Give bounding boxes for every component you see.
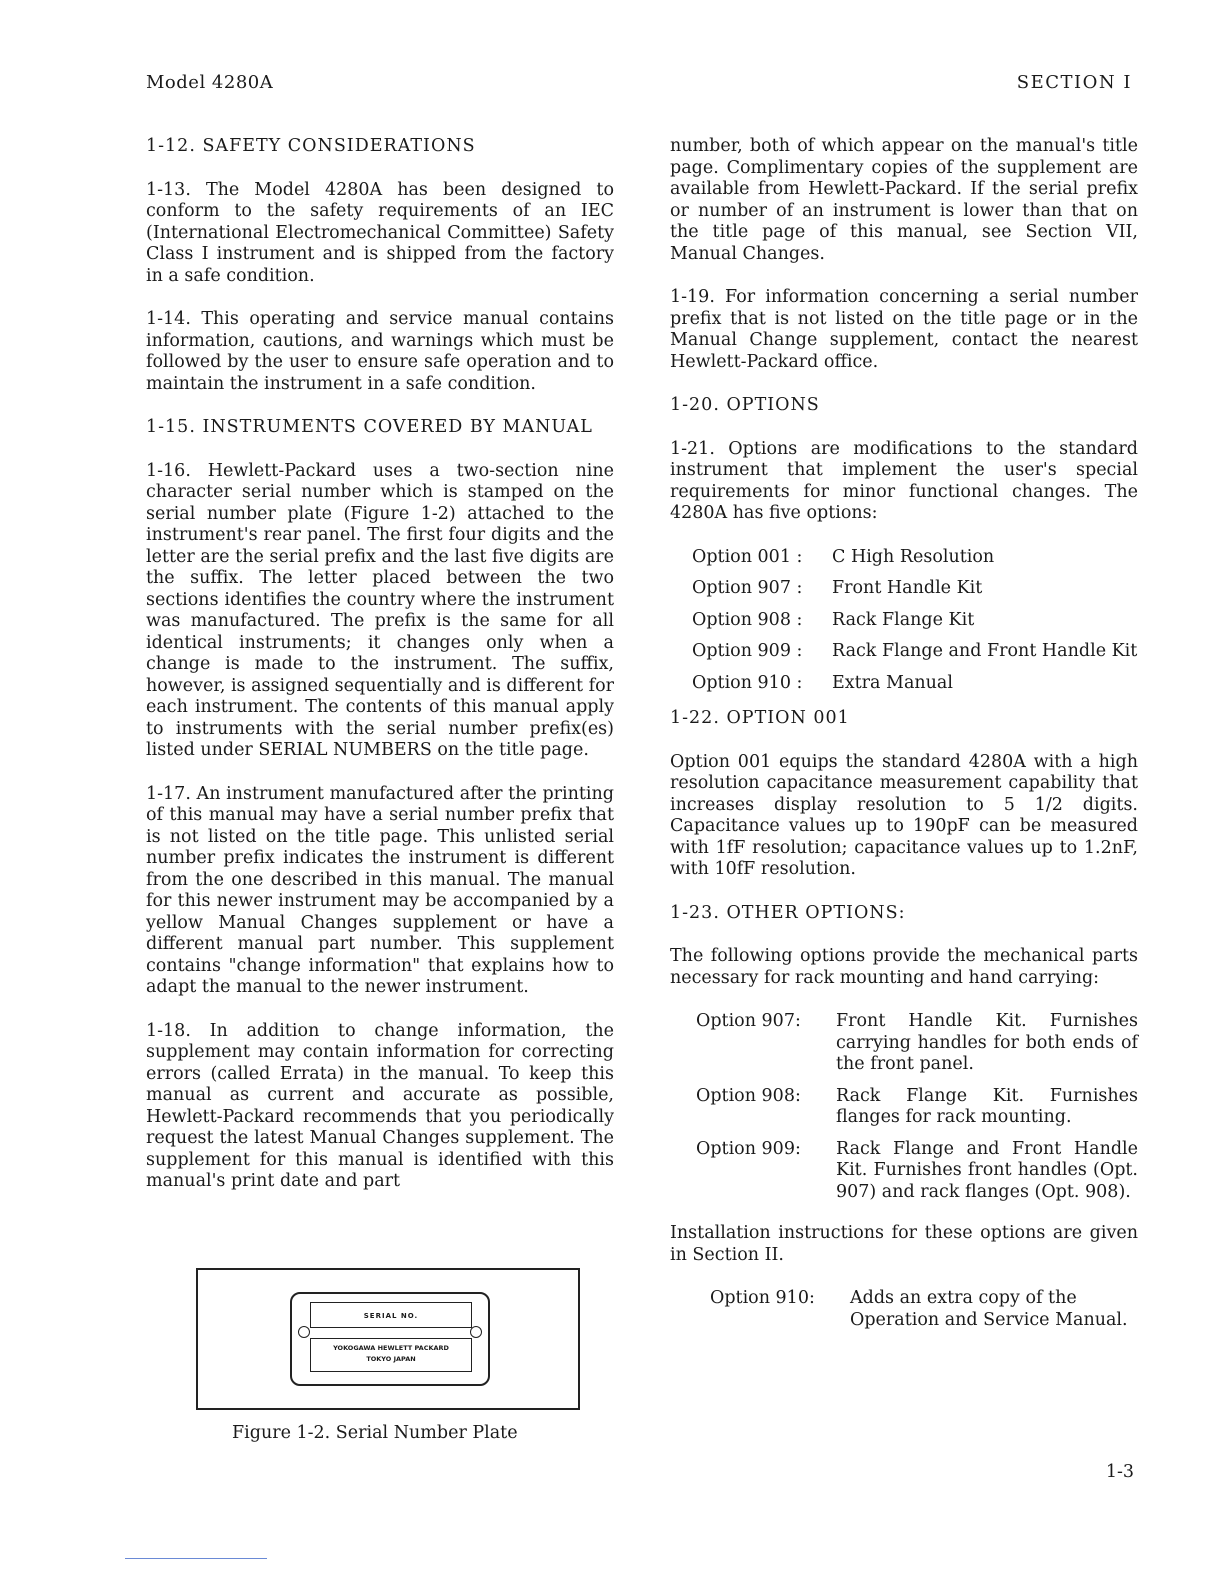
option-row bbox=[692, 547, 1138, 569]
plate-serial-label: SERIAL NO. bbox=[310, 1302, 472, 1328]
option-row bbox=[692, 641, 1138, 663]
paragraph-1-21: 1-21. Options are modifications to the standard instrument that implement the user's special requirements for minor functional changes. The 4280A has five options: bbox=[670, 438, 1138, 523]
paragraph-1-14: 1-14. This operating and service manual contains information, cautions, and warnings which must be followed by the user to ensure safe operation and to maintain the instrument in a safe condition. bbox=[146, 309, 614, 394]
paragraph-installation: Installation instructions for these options are given in Section II. bbox=[670, 1223, 1138, 1265]
option-key: Option 908: bbox=[696, 1085, 801, 1106]
paragraph-1-18: 1-18. In addition to change information, the supplement may contain information for correcting errors (called Errata) in the manual. To keep this manual as current and accurate as possible, Hewlett-Packard recommends that you periodically request the latest Manual Changes supplement. The supplement for this manual is identified with this manual's print date and part bbox=[146, 1020, 614, 1191]
plate-maker-line1: YOKOGAWA HEWLETT PACKARD bbox=[333, 1344, 449, 1352]
option-value: C High Resolution bbox=[832, 546, 995, 567]
option-value: Rack Flange Kit bbox=[832, 609, 975, 630]
option-key: Option 910: bbox=[710, 1288, 815, 1308]
option-key: Option 908 : bbox=[692, 609, 803, 630]
options-list bbox=[692, 547, 1138, 695]
option-910-row bbox=[710, 1288, 1138, 1331]
option-row bbox=[692, 578, 1138, 600]
option-value: Front Handle Kit. Furnishes carrying handles for both ends of the front panel. bbox=[836, 1011, 1138, 1074]
plate-maker-label bbox=[310, 1338, 472, 1372]
plate-maker-line2: TOKYO JAPAN bbox=[366, 1355, 416, 1363]
serial-plate-drawing bbox=[290, 1292, 490, 1386]
heading-1-23: 1-23. OTHER OPTIONS: bbox=[670, 902, 906, 923]
other-option-row bbox=[696, 1139, 1138, 1204]
option-key: Option 907 : bbox=[692, 578, 803, 598]
heading-1-20: 1-20. OPTIONS bbox=[670, 395, 820, 415]
paragraph-1-16: 1-16. Hewlett-Packard uses a two-section nine character serial number which is stamped on the serial number plate (Figure 1-2) attached to the instrument's rear panel. The first four digits and the letter are the serial prefix and the last five digits are the suffix. The letter placed between the two sections identifies the country where the instrument was manufactured. The prefix is the same for all identical instruments; it changes only when a change is made to the instrument. The suffix, however, is assigned sequentially and is different for each instrument. The contents of this manual apply to instruments with the serial number prefix(es) listed under SERIAL NUMBERS on the title page. bbox=[146, 460, 614, 760]
option-key: Option 001 : bbox=[692, 546, 803, 567]
heading-1-15: 1-15. INSTRUMENTS COVERED BY MANUAL bbox=[146, 417, 593, 437]
screw-icon bbox=[298, 1326, 310, 1338]
heading-1-22: 1-22. OPTION 001 bbox=[670, 708, 850, 728]
figure-serial-plate bbox=[196, 1268, 580, 1410]
option-key: Option 909: bbox=[696, 1138, 801, 1159]
screw-icon bbox=[470, 1326, 482, 1338]
option-value: Rack Flange and Front Handle Kit. Furnishes front handles (Opt. 907) and rack flanges (Opt. 908). bbox=[836, 1138, 1138, 1202]
option-key: Option 909 : bbox=[692, 641, 803, 661]
option-value: Front Handle Kit bbox=[832, 578, 983, 598]
paragraph-1-23: The following options provide the mechanical parts necessary for rack mounting and hand carrying: bbox=[670, 946, 1138, 988]
option-key: Option 907: bbox=[696, 1011, 801, 1031]
option-key: Option 910 : bbox=[692, 672, 803, 693]
paragraph-1-17: 1-17. An instrument manufactured after the printing of this manual may have a serial number prefix that is not listed on the title page. This unlisted serial number prefix indicates the instrument is different from the one described in this manual. The manual for this newer instrument may be accompanied by a yellow Manual Changes supplement or have a different manual part number. This supplement contains "change information" that explains how to adapt the manual to the newer instrument. bbox=[146, 783, 614, 997]
option-row bbox=[692, 610, 1138, 632]
figure-caption: Figure 1-2. Serial Number Plate bbox=[232, 1423, 518, 1443]
option-value: Rack Flange Kit. Furnishes flanges for rack mounting. bbox=[836, 1085, 1138, 1127]
left-column bbox=[146, 136, 614, 1215]
option-value: Adds an extra copy of the Operation and Service Manual. bbox=[850, 1288, 1128, 1330]
heading-1-12: 1-12. SAFETY CONSIDERATIONS bbox=[146, 136, 476, 156]
paragraph-continued: number, both of which appear on the manual's title page. Complimentary copies of the supplement are available from Hewlett-Packard. If the serial prefix or number of an instrument is lower than that on the title page of this manual, see Section VII, Manual Changes. bbox=[670, 136, 1138, 264]
right-column bbox=[670, 136, 1138, 1331]
paragraph-1-13: 1-13. The Model 4280A has been designed to conform to the safety requirements of an IEC (International Electromechanical Committee) Safety Class I instrument and is shipped from the factory in a safe condition. bbox=[146, 179, 614, 286]
bottom-rule bbox=[125, 1558, 267, 1559]
other-option-row bbox=[696, 1086, 1138, 1129]
other-option-row bbox=[696, 1011, 1138, 1076]
option-value: Rack Flange and Front Handle Kit bbox=[832, 641, 1138, 661]
header-section: SECTION I bbox=[1016, 72, 1132, 93]
paragraph-1-19: 1-19. For information concerning a serial number prefix that is not listed on the title page or in the Manual Change supplement, contact the nearest Hewlett-Packard office. bbox=[670, 287, 1138, 372]
paragraph-1-22: Option 001 equips the standard 4280A with a high resolution capacitance measurement capability that increases display resolution to 5 1/2 digits. Capacitance values up to 190pF can be measured with 1fF resolution; capacitance values up to 1.2nF, with 10fF resolution. bbox=[670, 751, 1138, 879]
header-model: Model 4280A bbox=[146, 72, 274, 93]
option-row bbox=[692, 673, 1138, 695]
other-options-list bbox=[696, 1011, 1138, 1203]
page-number: 1-3 bbox=[1105, 1462, 1134, 1482]
option-value: Extra Manual bbox=[832, 672, 953, 693]
